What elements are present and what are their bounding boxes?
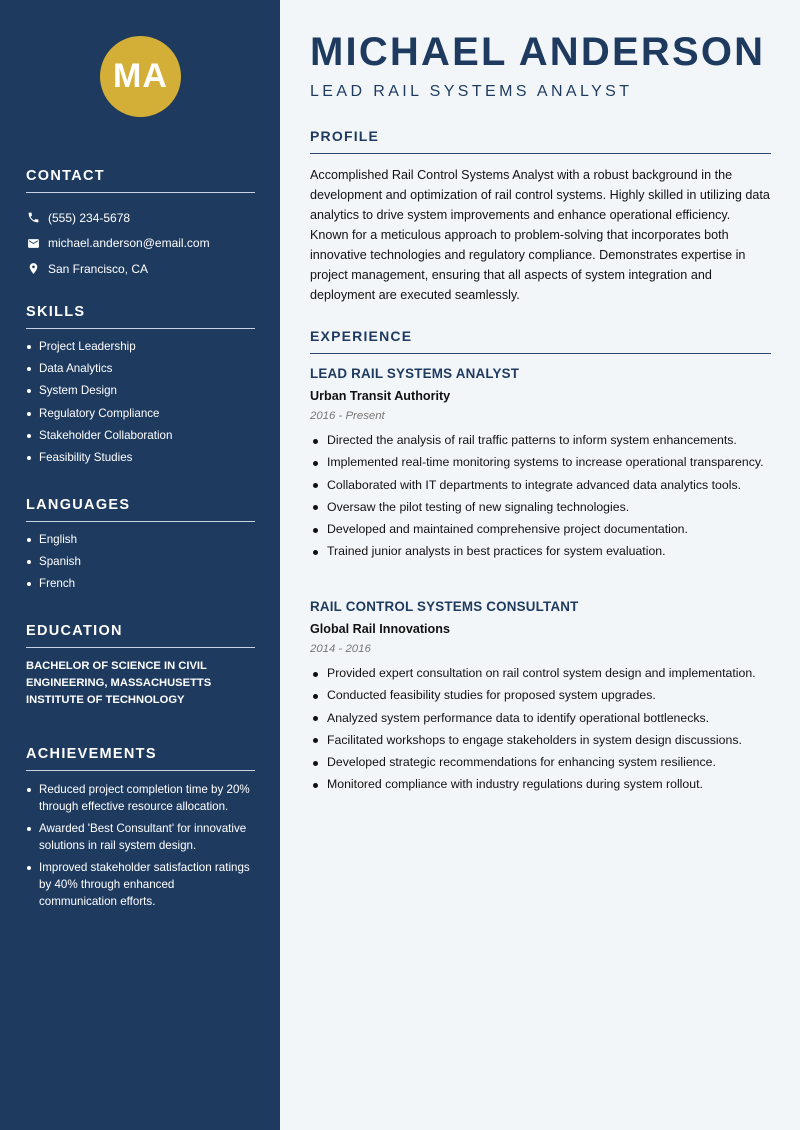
contact-heading: CONTACT [26, 168, 255, 193]
job-title: LEAD RAIL SYSTEMS ANALYST [310, 366, 520, 381]
experience-heading: EXPERIENCE [310, 328, 771, 354]
job-bullet: Developed strategic recommendations for enhancing system resilience. [310, 754, 771, 771]
candidate-name: MICHAEL ANDERSON [310, 30, 766, 74]
job-bullet: Implemented real-time monitoring systems to increase operational transparency. [310, 454, 771, 471]
contact-location [26, 256, 255, 282]
education-degree: BACHELOR OF SCIENCE IN CIVIL ENGINEERING, MASSACHUSETTS INSTITUTE OF TECHNOLOGY [26, 660, 212, 706]
email-icon [26, 236, 40, 250]
skill-item: System Design [26, 383, 255, 398]
profile-heading: PROFILE [310, 128, 771, 154]
education-heading: EDUCATION [26, 623, 255, 648]
language-item: French [26, 576, 255, 591]
language-item: English [26, 532, 255, 547]
job-bullet: Analyzed system performance data to identify operational bottlenecks. [310, 710, 771, 727]
job-entry [310, 366, 771, 566]
profile-section [310, 128, 771, 305]
job-dates: 2016 - Present [310, 410, 385, 422]
education-section [26, 623, 255, 709]
job-bullets [310, 665, 771, 793]
job-company: Urban Transit Authority [310, 389, 451, 403]
avatar-initials: MA [113, 57, 168, 95]
job-dates: 2014 - 2016 [310, 643, 371, 655]
experience-section [310, 328, 771, 354]
skills-section [26, 304, 255, 472]
skill-item: Project Leadership [26, 339, 255, 354]
contact-section [26, 168, 255, 282]
job-title: RAIL CONTROL SYSTEMS CONSULTANT [310, 599, 579, 614]
contact-email[interactable] [26, 231, 255, 257]
skill-item: Stakeholder Collaboration [26, 428, 255, 443]
achievements-section [26, 746, 255, 915]
languages-heading: LANGUAGES [26, 497, 255, 522]
email-text[interactable]: michael.anderson@email.com [48, 236, 210, 251]
candidate-title: LEAD RAIL SYSTEMS ANALYST [310, 83, 633, 100]
phone-icon [26, 211, 40, 225]
languages-list [26, 532, 255, 591]
job-bullet: Provided expert consultation on rail control system design and implementation. [310, 665, 771, 682]
job-bullet: Monitored compliance with industry regulations during system rollout. [310, 776, 771, 793]
contact-list [26, 205, 255, 282]
job-bullet: Directed the analysis of rail traffic patterns to inform system enhancements. [310, 432, 771, 449]
location-text: San Francisco, CA [48, 261, 149, 276]
skills-list [26, 339, 255, 465]
job-entry [310, 599, 771, 799]
profile-text: Accomplished Rail Control Systems Analyst with a robust background in the development and optimization of rail control systems. Highly skilled in utilizing data analytics to drive system improvements and enhance operational efficiency. Known for a meticulous approach to problem-solving that incorporates both innovative technologies and regulatory compliance. Demonstrates expertise in project management, ensuring that all aspects of system integration and deployment are executed seamlessly. [310, 168, 770, 302]
achievement-item: Awarded 'Best Consultant' for innovative solutions in rail system design. [26, 820, 255, 854]
languages-section [26, 497, 255, 599]
skill-item: Data Analytics [26, 361, 255, 376]
achievement-item: Reduced project completion time by 20% through effective resource allocation. [26, 781, 255, 815]
achievements-heading: ACHIEVEMENTS [26, 746, 255, 771]
language-item: Spanish [26, 554, 255, 569]
skill-item: Feasibility Studies [26, 450, 255, 465]
job-bullet: Facilitated workshops to engage stakeholders in system design discussions. [310, 732, 771, 749]
job-bullet: Oversaw the pilot testing of new signaling technologies. [310, 499, 771, 516]
sidebar [0, 0, 280, 1130]
skills-heading: SKILLS [26, 304, 255, 329]
job-bullet: Conducted feasibility studies for proposed system upgrades. [310, 687, 771, 704]
avatar [100, 36, 181, 117]
skill-item: Regulatory Compliance [26, 406, 255, 421]
location-pin-icon [26, 262, 40, 276]
job-bullet: Trained junior analysts in best practices for system evaluation. [310, 543, 771, 560]
job-bullet: Collaborated with IT departments to integrate advanced data analytics tools. [310, 477, 771, 494]
job-company: Global Rail Innovations [310, 622, 450, 636]
contact-phone [26, 205, 255, 231]
job-bullets [310, 432, 771, 560]
achievements-list [26, 781, 255, 910]
achievement-item: Improved stakeholder satisfaction ratings by 40% through enhanced communication efforts. [26, 859, 255, 910]
job-bullet: Developed and maintained comprehensive project documentation. [310, 521, 771, 538]
phone-text: (555) 234-5678 [48, 210, 131, 225]
